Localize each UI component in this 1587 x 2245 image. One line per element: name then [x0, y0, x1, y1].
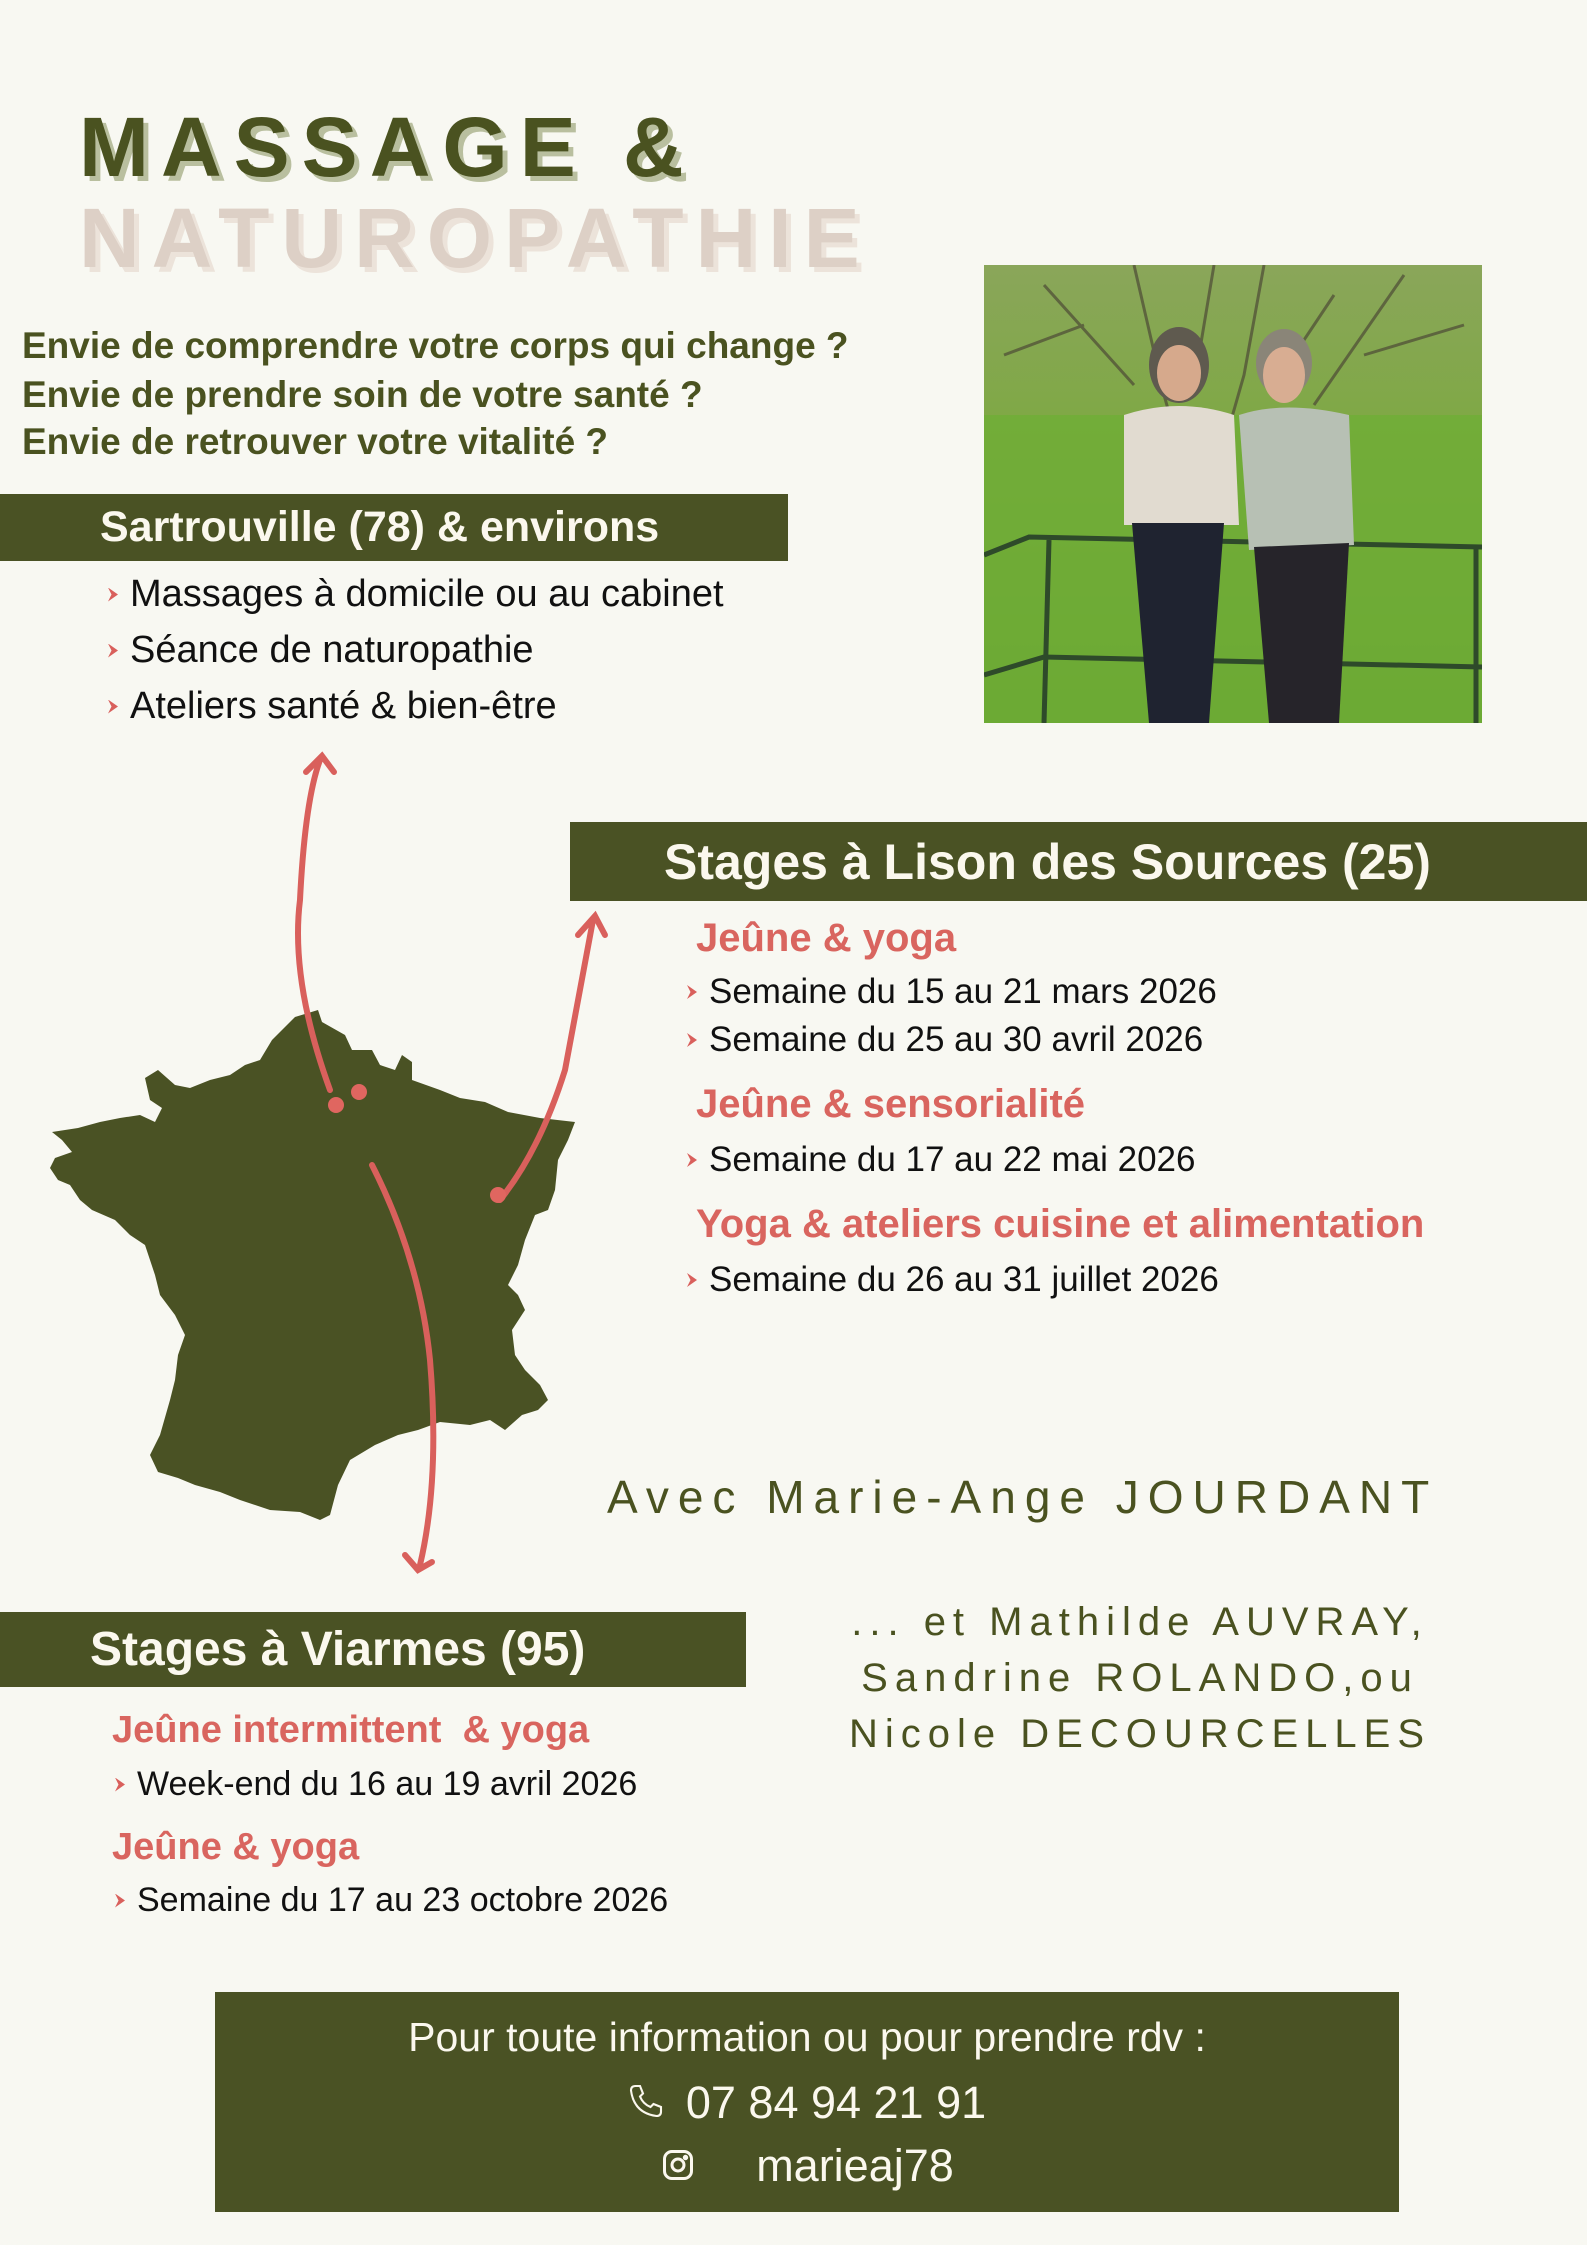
- phone-icon: [628, 2080, 664, 2132]
- team-lead: Avec Marie-Ange JOURDANT: [607, 1471, 1439, 1523]
- bullet-icon: [108, 644, 118, 658]
- list-item-text: Semaine du 26 au 31 juillet 2026: [709, 1260, 1219, 1299]
- bullet-icon: [687, 1033, 697, 1047]
- intro-question: Envie de retrouver votre vitalité ?: [22, 421, 609, 462]
- lison-group-title: Yoga & ateliers cuisine et alimentation: [696, 1202, 1425, 1246]
- map-dot-paris: [328, 1097, 344, 1113]
- lison-heading: Stages à Lison des Sources (25): [664, 833, 1431, 890]
- list-item-text: Semaine du 17 au 22 mai 2026: [709, 1140, 1196, 1179]
- viarmes-heading: Stages à Viarmes (95): [90, 1623, 586, 1676]
- bullet-icon: [687, 1273, 697, 1287]
- title-line-2: NATUROPATHIE: [79, 191, 872, 285]
- phone-number[interactable]: 07 84 94 21 91: [685, 2077, 987, 2128]
- lison-banner: [570, 822, 1587, 901]
- lison-group-title: Jeûne & yoga: [696, 916, 957, 960]
- list-item: [687, 1020, 1203, 1060]
- list-item-text: Ateliers santé & bien-être: [130, 685, 557, 727]
- list-item: [115, 1765, 637, 1804]
- list-item-text: Massages à domicile ou au cabinet: [130, 573, 724, 615]
- viarmes-group-title: Jeûne & yoga: [112, 1826, 360, 1868]
- team-member-line: ... et Mathilde AUVRAY,: [851, 1600, 1429, 1644]
- viarmes-group-title: Jeûne intermittent & yoga: [112, 1709, 590, 1751]
- list-item: [687, 972, 1217, 1012]
- phone-row: [215, 2077, 1399, 2132]
- bullet-icon: [115, 1894, 125, 1908]
- map-dot-lison: [490, 1187, 506, 1203]
- list-item-text: Séance de naturopathie: [130, 629, 534, 671]
- list-item: [115, 1881, 668, 1920]
- intro-question: Envie de prendre soin de votre santé ?: [22, 374, 703, 415]
- list-item: [108, 685, 557, 728]
- bullet-icon: [108, 588, 118, 602]
- viarmes-banner: [0, 1612, 746, 1687]
- photo-illustration: [984, 265, 1482, 723]
- list-item-text: Week-end du 16 au 19 avril 2026: [137, 1765, 638, 1803]
- list-item: [687, 1140, 1195, 1180]
- team-member-line: Nicole DECOURCELLES: [848, 1712, 1432, 1756]
- intro-question: Envie de comprendre votre corps qui change ?: [22, 325, 849, 366]
- sartrouville-banner: [0, 494, 788, 561]
- list-item: [108, 629, 534, 672]
- contact-intro: Pour toute information ou pour prendre rdv :: [408, 2014, 1206, 2060]
- map-dot-viarmes: [351, 1084, 367, 1100]
- contact-footer: [215, 1992, 1399, 2212]
- sartrouville-heading: Sartrouville (78) & environs: [100, 503, 660, 551]
- bullet-icon: [687, 1153, 697, 1167]
- list-item-text: Semaine du 17 au 23 octobre 2026: [137, 1881, 669, 1919]
- list-item: [108, 573, 724, 616]
- instagram-handle[interactable]: marieaj78: [756, 2140, 954, 2191]
- title-line-1: MASSAGE &: [79, 100, 696, 194]
- france-map: [0, 740, 640, 1600]
- instagram-icon: [660, 2143, 696, 2195]
- lison-group-title: Jeûne & sensorialité: [696, 1082, 1086, 1126]
- bullet-icon: [687, 985, 697, 999]
- list-item-text: Semaine du 25 au 30 avril 2026: [709, 1020, 1204, 1059]
- bullet-icon: [108, 700, 118, 714]
- list-item-text: Semaine du 15 au 21 mars 2026: [709, 972, 1217, 1011]
- france-silhouette: [50, 1010, 575, 1520]
- bullet-icon: [115, 1778, 125, 1792]
- team-photo: [984, 265, 1482, 723]
- team-member-line: Sandrine ROLANDO,ou: [861, 1656, 1419, 1700]
- list-item: [687, 1260, 1219, 1300]
- instagram-row: [215, 2140, 1399, 2195]
